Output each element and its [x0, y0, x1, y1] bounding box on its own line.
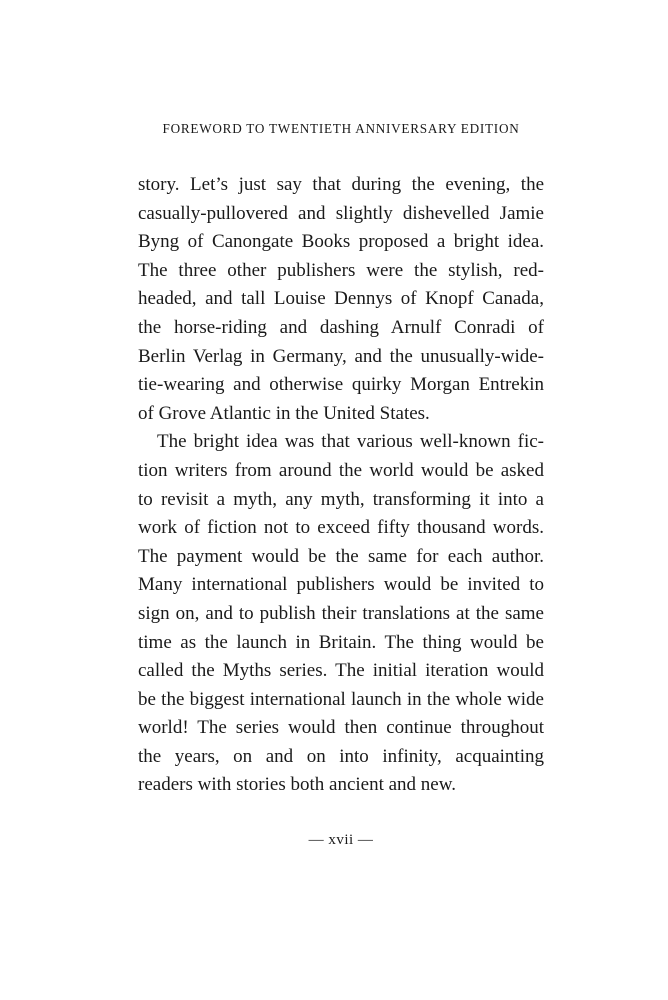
paragraph: [138, 171, 544, 428]
text-line: world! The series would then continue throughout: [138, 717, 544, 739]
text-line: sign on, and to publish their translations at the same: [138, 602, 544, 624]
text-line: The payment would be the same for each author.: [138, 545, 544, 567]
page-number: — xvii —: [308, 832, 374, 848]
text-line: time as the launch in Britain. The thing would be: [138, 631, 544, 653]
text-line: readers with stories both ancient and new.: [138, 774, 456, 796]
text-line: Berlin Verlag in Germany, and the unusually-wide-: [138, 345, 544, 367]
text-line: Many international publishers would be invited to: [138, 574, 544, 596]
text-line: The bright idea was that various well-known fic-: [157, 431, 544, 453]
text-line: Byng of Canongate Books proposed a bright idea.: [138, 231, 544, 253]
text-line: tion writers from around the world would be asked: [138, 459, 544, 481]
running-head: FOREWORD TO TWENTIETH ANNIVERSARY EDITION: [162, 121, 520, 136]
text-line: the years, on and on into infinity, acquainting: [138, 745, 544, 767]
text-line: tie-wearing and otherwise quirky Morgan Entrekin: [138, 374, 544, 396]
text-line: The three other publishers were the stylish, red-: [138, 259, 544, 281]
text-line: called the Myths series. The initial iteration would: [138, 660, 544, 682]
text-line: work of fiction not to exceed fifty thousand words.: [138, 517, 544, 539]
text-line: story. Let’s just say that during the evening, the: [138, 174, 544, 195]
text-line: to revisit a myth, any myth, transforming it into a: [138, 488, 544, 510]
paragraph: [138, 428, 544, 800]
text-line: casually-pullovered and slightly dishevelled Jamie: [138, 202, 544, 224]
text-line: be the biggest international launch in the whole wide: [138, 688, 544, 710]
text-line: the horse-riding and dashing Arnulf Conradi of: [138, 316, 544, 338]
text-line: headed, and tall Louise Dennys of Knopf Canada,: [138, 288, 544, 310]
body-text: [138, 171, 544, 800]
text-line: of Grove Atlantic in the United States.: [138, 402, 430, 424]
